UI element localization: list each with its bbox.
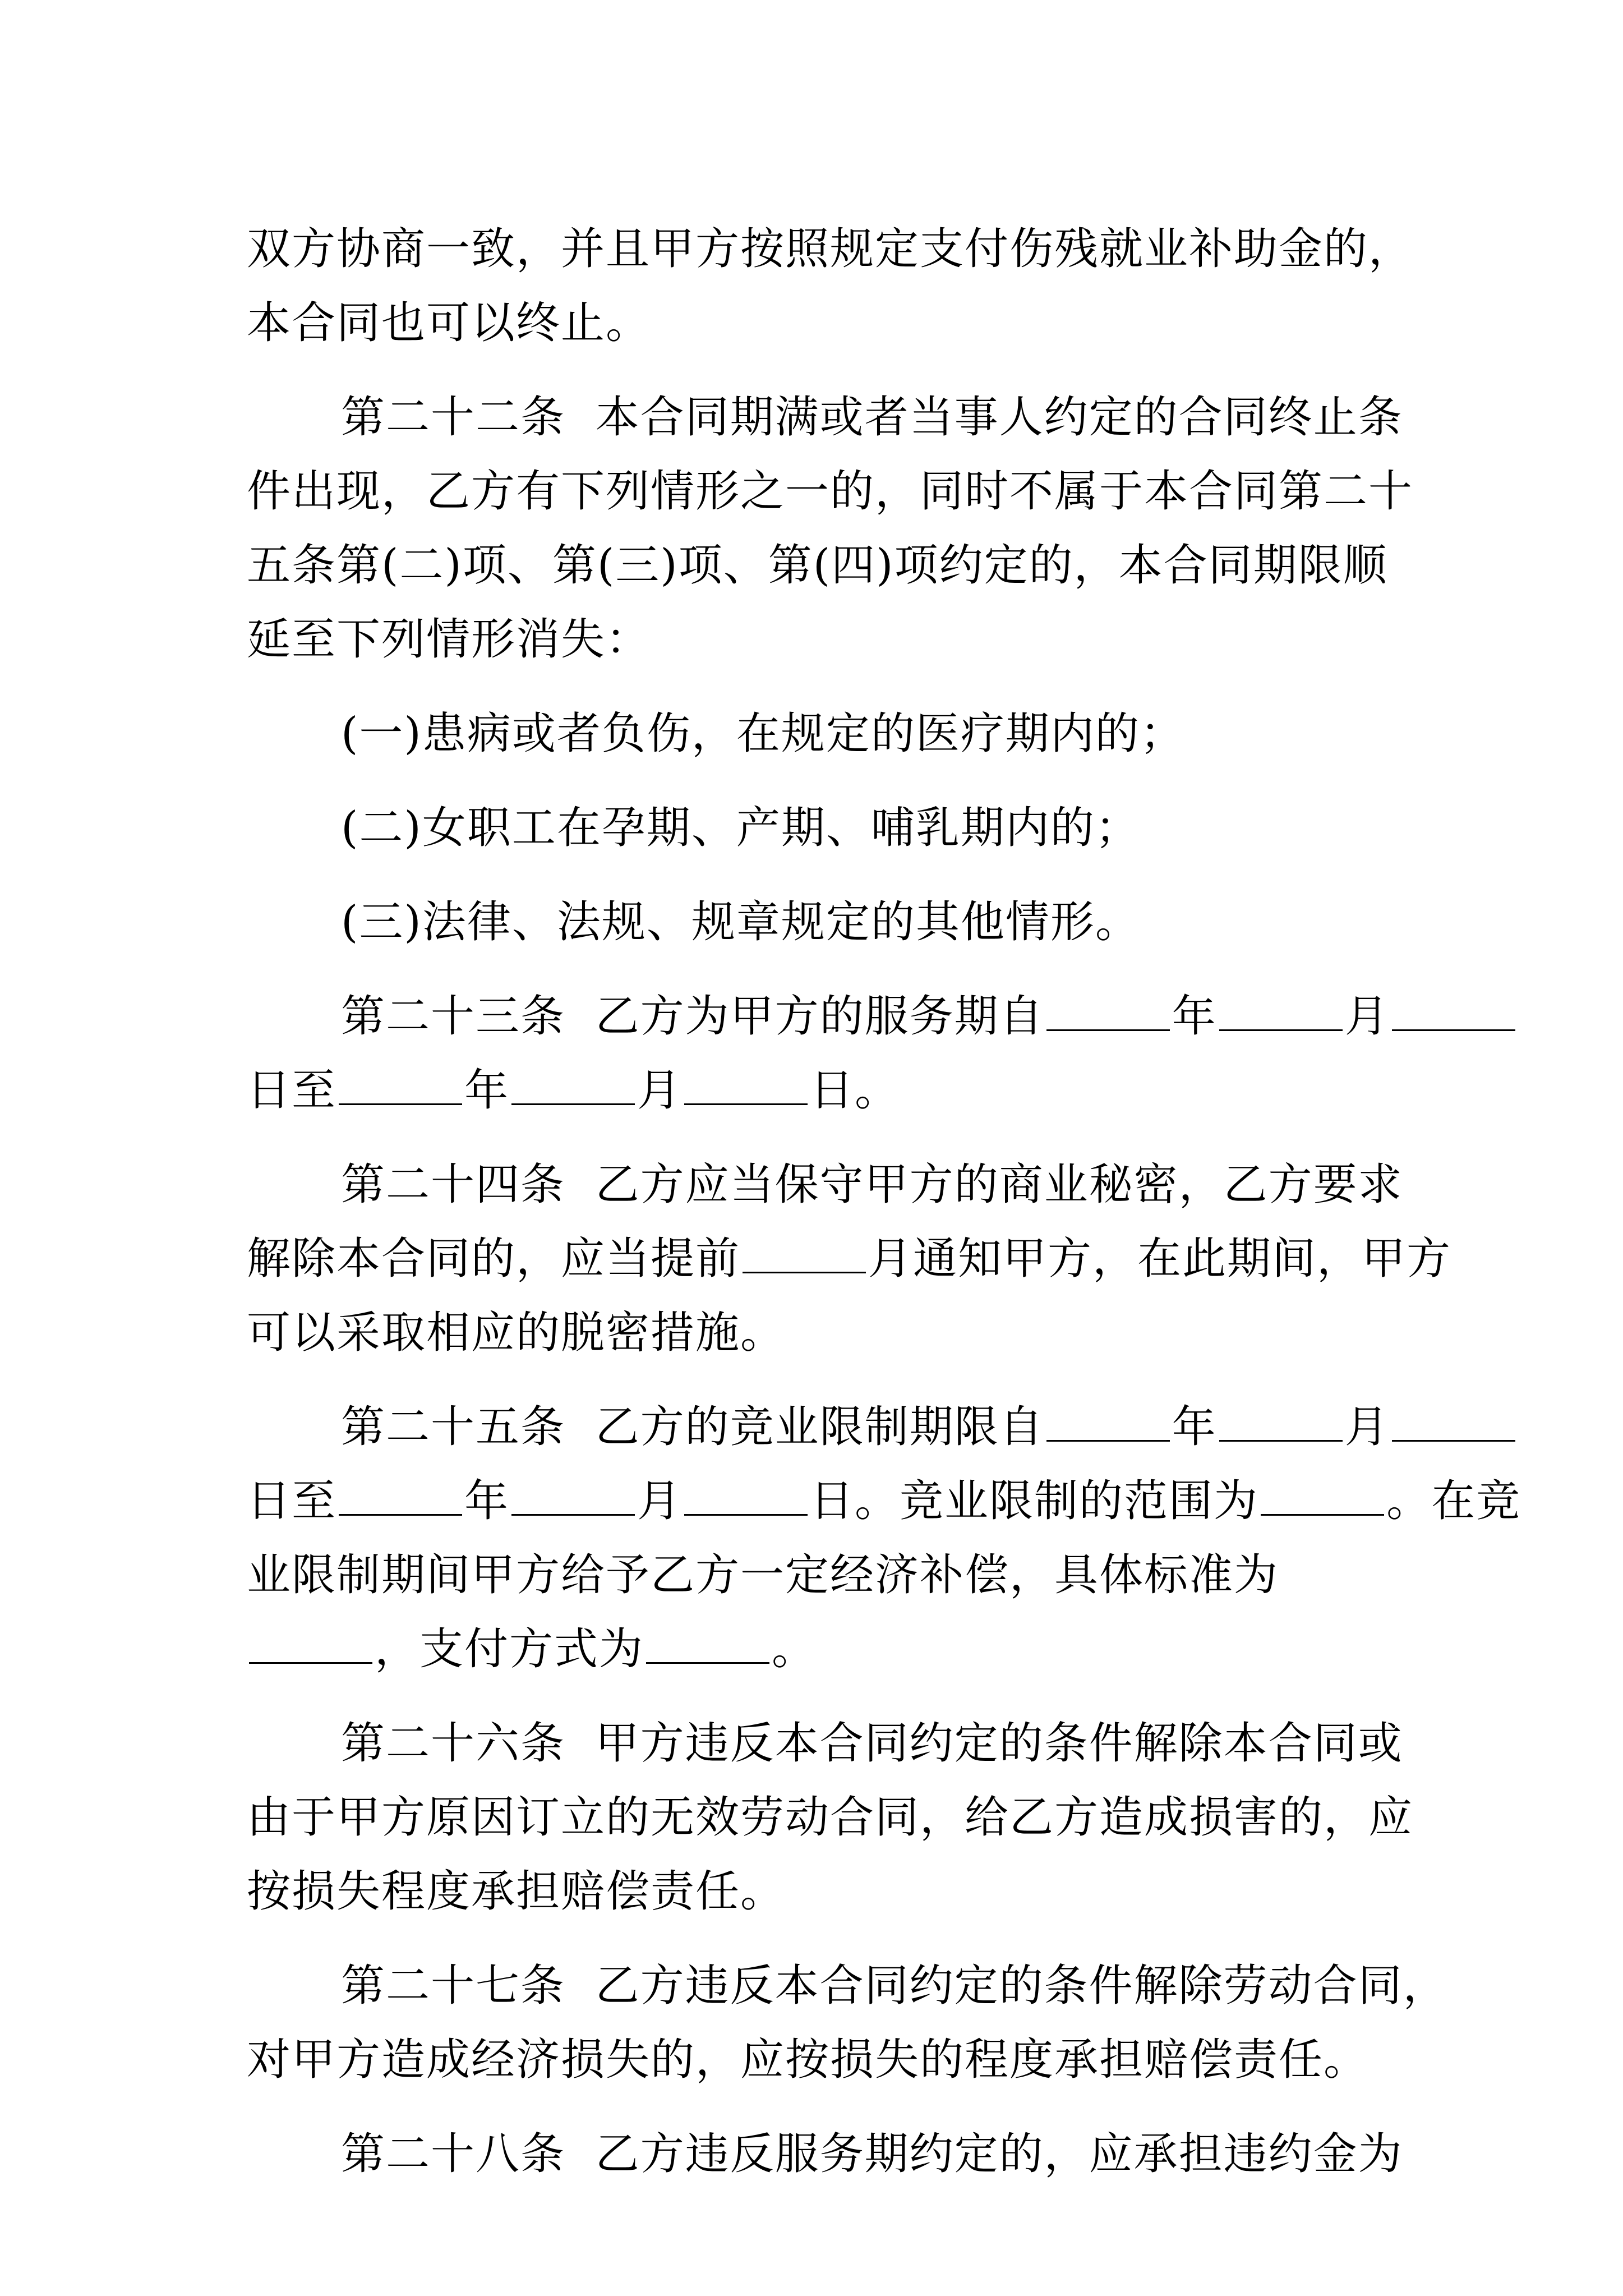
blank-field [1219, 1396, 1343, 1442]
article-26-line-2: 由于甲方原因订立的无效劳动合同，给乙方造成损害的，应 [247, 1792, 1414, 1843]
list-item: (三)法律、法规、规章规定的其他情形。 [341, 897, 1140, 947]
article-26-line-1: 第二十六条 甲方违反本合同约定的条件解除本合同或 [341, 1718, 1403, 1769]
blank-field [743, 1228, 866, 1273]
article-22-heading: 第二十二条 本合同期满或者当事人约定的合同终止条 [341, 392, 1403, 443]
text-line: 五条第(二)项、第(三)项、第(四)项约定的，本合同期限顺 [247, 540, 1388, 591]
article-24-line-3: 可以采取相应的脱密措施。 [247, 1308, 786, 1358]
article-23-line-1: 第二十三条 乙方为甲方的服务期自 年 月 [247, 979, 1374, 1053]
blank-field [684, 1060, 808, 1105]
article-25-line-3: 业限制期间甲方给予乙方一定经济补偿，具体标准为 [247, 1550, 1279, 1600]
blank-field [1392, 986, 1515, 1031]
article-27-line-2: 对甲方造成经济损失的，应按损失的程度承担赔偿责任。 [247, 2035, 1369, 2085]
article-25-line-2: 日至 年 月 日。竞业限制的范围为 。在竞 [247, 1464, 1374, 1538]
article-27-line-1: 第二十七条 乙方违反本合同约定的条件解除劳动合同， [341, 1961, 1448, 2011]
blank-field [1046, 986, 1170, 1031]
blank-field [646, 1618, 769, 1664]
list-item: (一)患病或者负伤，在规定的医疗期内的； [341, 708, 1185, 759]
article-24-line-2: 解除本合同的，应当提前 月通知甲方，在此期间，甲方 [247, 1222, 1374, 1296]
blank-field [511, 1060, 635, 1105]
blank-field [339, 1060, 462, 1105]
blank-field [249, 1618, 372, 1664]
blank-field [1046, 1396, 1170, 1442]
contract-text [247, 212, 1521, 2191]
blank-field [1261, 1470, 1384, 1516]
text-line: 本合同也可以终止。 [247, 298, 651, 348]
text-line: 件出现，乙方有下列情形之一的，同时不属于本合同第二十 [247, 466, 1414, 517]
text-line: 延至下列情形消失： [247, 614, 651, 665]
article-26-line-3: 按损失程度承担赔偿责任。 [247, 1866, 786, 1917]
article-25-line-4: ，支付方式为 。 [247, 1612, 1374, 1686]
text-line: 双方协商一致，并且甲方按照规定支付伤残就业补助金的， [247, 224, 1414, 274]
article-25-line-1: 第二十五条 乙方的竞业限制期限自 年 月 [247, 1390, 1374, 1464]
blank-field [1219, 986, 1343, 1031]
blank-field [1392, 1396, 1515, 1442]
article-24-line-1: 第二十四条 乙方应当保守甲方的商业秘密，乙方要求 [341, 1159, 1403, 1210]
blank-field [684, 1470, 808, 1516]
list-item: (二)女职工在孕期、产期、哺乳期内的； [341, 803, 1140, 853]
blank-field [511, 1470, 635, 1516]
article-28-line-1: 第二十八条 乙方违反服务期约定的，应承担违约金为 [341, 2129, 1403, 2179]
article-23-line-2: 日至 年 月 日。 [247, 1053, 1374, 1128]
blank-field [339, 1470, 462, 1516]
